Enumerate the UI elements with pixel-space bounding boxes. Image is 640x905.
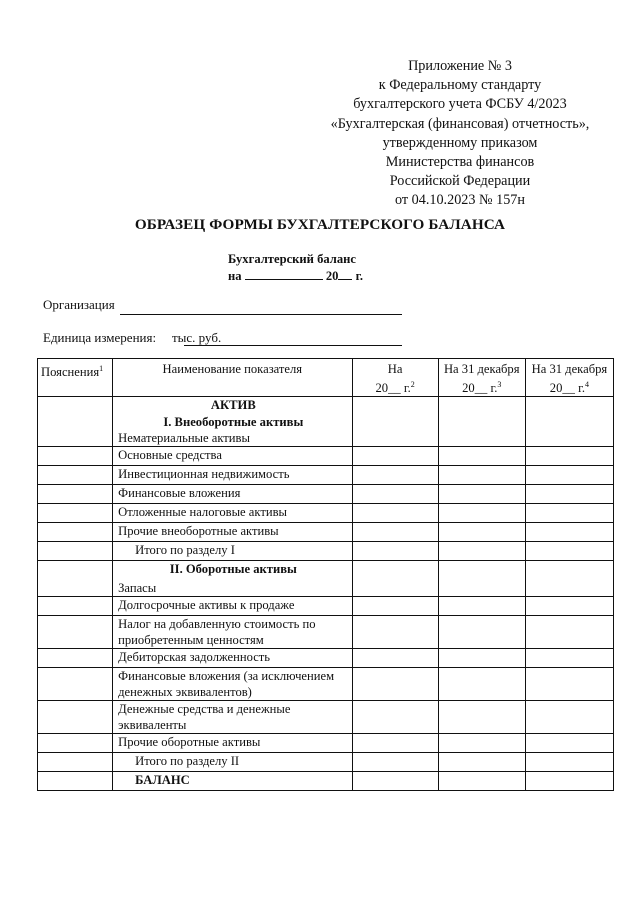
value-cell[interactable] xyxy=(438,447,525,466)
value-cell[interactable] xyxy=(438,753,525,772)
notes-cell[interactable] xyxy=(38,523,113,542)
header-prev xyxy=(438,359,525,397)
value-cell[interactable] xyxy=(352,772,438,791)
value-cell[interactable] xyxy=(438,485,525,504)
header-name: Наименование показателя xyxy=(113,359,352,397)
value-cell[interactable] xyxy=(525,753,613,772)
value-cell[interactable] xyxy=(438,616,525,649)
table-row xyxy=(38,542,614,561)
header-prev2-top: На 31 декабря xyxy=(531,362,608,376)
notes-cell[interactable] xyxy=(38,772,113,791)
notes-cell[interactable] xyxy=(38,447,113,466)
header-current-top: На xyxy=(387,362,403,376)
notes-cell[interactable] xyxy=(38,504,113,523)
value-cell[interactable] xyxy=(525,397,613,447)
value-cell[interactable] xyxy=(438,668,525,701)
value-cell[interactable] xyxy=(525,649,613,668)
value-cell[interactable] xyxy=(438,397,525,447)
appendix-line: Министерства финансов xyxy=(385,154,535,171)
section2-heading-cell xyxy=(113,561,352,597)
row-label: Налог на добавленную стоимость по приобретенным ценностям xyxy=(113,616,352,649)
value-cell[interactable] xyxy=(438,734,525,753)
row-label: Нематериальные активы xyxy=(118,431,250,446)
organization-label: Организация xyxy=(43,297,115,312)
value-cell[interactable] xyxy=(438,649,525,668)
value-cell[interactable] xyxy=(352,701,438,734)
table-row xyxy=(38,668,614,701)
table-row xyxy=(38,397,614,447)
date-blank xyxy=(245,268,323,280)
balance-table xyxy=(37,358,614,791)
notes-cell[interactable] xyxy=(38,701,113,734)
value-cell[interactable] xyxy=(525,504,613,523)
header-prev-top: На 31 декабря xyxy=(443,362,520,376)
appendix-line: «Бухгалтерская (финансовая) отчетность», xyxy=(330,115,590,132)
section1-total: Итого по разделу I xyxy=(113,542,352,561)
value-cell[interactable] xyxy=(525,597,613,616)
balance-date xyxy=(228,268,363,284)
value-cell[interactable] xyxy=(525,523,613,542)
table-row xyxy=(38,523,614,542)
appendix-block xyxy=(300,57,620,211)
row-label: Основные средства xyxy=(113,447,352,466)
value-cell[interactable] xyxy=(352,649,438,668)
header-current xyxy=(352,359,438,397)
value-cell[interactable] xyxy=(438,466,525,485)
value-cell[interactable] xyxy=(525,701,613,734)
table-row xyxy=(38,616,614,649)
units-label: Единица измерения: xyxy=(43,330,157,345)
row-label: Финансовые вложения (за исключением денежных эквивалентов) xyxy=(113,668,352,701)
value-cell[interactable] xyxy=(525,734,613,753)
table-row xyxy=(38,734,614,753)
notes-cell[interactable] xyxy=(38,466,113,485)
appendix-line: к Федеральному стандарту xyxy=(378,77,542,94)
value-cell[interactable] xyxy=(352,616,438,649)
value-cell[interactable] xyxy=(352,668,438,701)
units-value: тыс. руб. xyxy=(172,330,222,345)
section2-heading: II. Оборотные активы xyxy=(169,562,297,577)
row-label: Финансовые вложения xyxy=(113,485,352,504)
notes-cell[interactable] xyxy=(38,397,113,447)
row-label: Дебиторская задолженность xyxy=(113,649,352,668)
table-row xyxy=(38,466,614,485)
value-cell[interactable] xyxy=(525,561,613,597)
notes-cell[interactable] xyxy=(38,649,113,668)
value-cell[interactable] xyxy=(525,447,613,466)
header-current-bottom: 20__ г.$^2$ xyxy=(375,380,415,396)
row-label: Инвестиционная недвижимость xyxy=(113,466,352,485)
section1-heading: I. Внеоборотные активы xyxy=(163,415,304,430)
notes-cell[interactable] xyxy=(38,542,113,561)
notes-cell[interactable] xyxy=(38,734,113,753)
value-cell[interactable] xyxy=(352,466,438,485)
value-cell[interactable] xyxy=(438,561,525,597)
value-cell[interactable] xyxy=(352,504,438,523)
header-prev2 xyxy=(525,359,613,397)
value-cell[interactable] xyxy=(525,772,613,791)
notes-cell[interactable] xyxy=(38,485,113,504)
row-label: Прочие оборотные активы xyxy=(113,734,352,753)
table-row xyxy=(38,701,614,734)
value-cell[interactable] xyxy=(525,668,613,701)
row-label: Отложенные налоговые активы xyxy=(113,504,352,523)
section2-total: Итого по разделу II xyxy=(113,753,352,772)
value-cell[interactable] xyxy=(525,485,613,504)
table-row xyxy=(38,561,614,597)
row-label: Запасы xyxy=(118,581,157,596)
value-cell[interactable] xyxy=(352,597,438,616)
value-cell[interactable] xyxy=(352,397,438,447)
notes-cell[interactable] xyxy=(38,597,113,616)
appendix-line: Российской Федерации xyxy=(389,173,531,190)
value-cell[interactable] xyxy=(352,753,438,772)
value-cell[interactable] xyxy=(438,542,525,561)
appendix-line: бухгалтерского учета ФСБУ 4/2023 xyxy=(353,96,567,113)
value-cell[interactable] xyxy=(525,466,613,485)
value-cell[interactable] xyxy=(352,561,438,597)
value-cell[interactable] xyxy=(352,523,438,542)
table-row xyxy=(38,772,614,791)
value-cell[interactable] xyxy=(438,772,525,791)
value-cell[interactable] xyxy=(352,542,438,561)
notes-cell[interactable] xyxy=(38,753,113,772)
assets-heading: АКТИВ xyxy=(210,398,256,413)
value-cell[interactable] xyxy=(438,597,525,616)
value-cell[interactable] xyxy=(352,447,438,466)
balance-title: Бухгалтерский баланс xyxy=(228,252,356,266)
value-cell[interactable] xyxy=(438,504,525,523)
notes-cell[interactable] xyxy=(38,668,113,701)
organization-field[interactable] xyxy=(120,314,402,315)
table-row xyxy=(38,597,614,616)
balance-date-year: 20 xyxy=(325,269,339,283)
value-cell[interactable] xyxy=(352,734,438,753)
table-header-row xyxy=(38,359,614,397)
table-row xyxy=(38,504,614,523)
balance-date-prefix: на xyxy=(228,269,242,283)
table-row xyxy=(38,447,614,466)
form-title: ОБРАЗЕЦ ФОРМЫ БУХГАЛТЕРСКОГО БАЛАНСА xyxy=(134,216,506,233)
balance-row-label: БАЛАНС xyxy=(113,772,352,791)
value-cell[interactable] xyxy=(352,485,438,504)
value-cell[interactable] xyxy=(438,701,525,734)
appendix-line: от 04.10.2023 № 157н xyxy=(394,192,525,209)
header-prev2-bottom: 20__ г.$^4$ xyxy=(549,380,590,396)
assets-heading-cell xyxy=(113,397,352,447)
value-cell[interactable] xyxy=(525,542,613,561)
appendix-line: утвержденному приказом xyxy=(382,134,538,151)
year-blank xyxy=(338,268,352,280)
units-field[interactable] xyxy=(184,345,402,346)
table-row xyxy=(38,753,614,772)
header-prev-bottom: 20__ г.$^3$ xyxy=(462,380,502,396)
row-label: Долгосрочные активы к продаже xyxy=(113,597,352,616)
appendix-line: Приложение № 3 xyxy=(408,58,512,74)
table-row xyxy=(38,649,614,668)
value-cell[interactable] xyxy=(525,616,613,649)
balance-date-suffix: г. xyxy=(355,269,364,283)
table-row xyxy=(38,485,614,504)
header-notes: Пояснения$^1$ xyxy=(38,359,113,397)
notes-cell[interactable] xyxy=(38,616,113,649)
row-label: Денежные средства и денежные эквиваленты xyxy=(113,701,352,734)
value-cell[interactable] xyxy=(438,523,525,542)
row-label: Прочие внеоборотные активы xyxy=(113,523,352,542)
notes-cell[interactable] xyxy=(38,561,113,597)
